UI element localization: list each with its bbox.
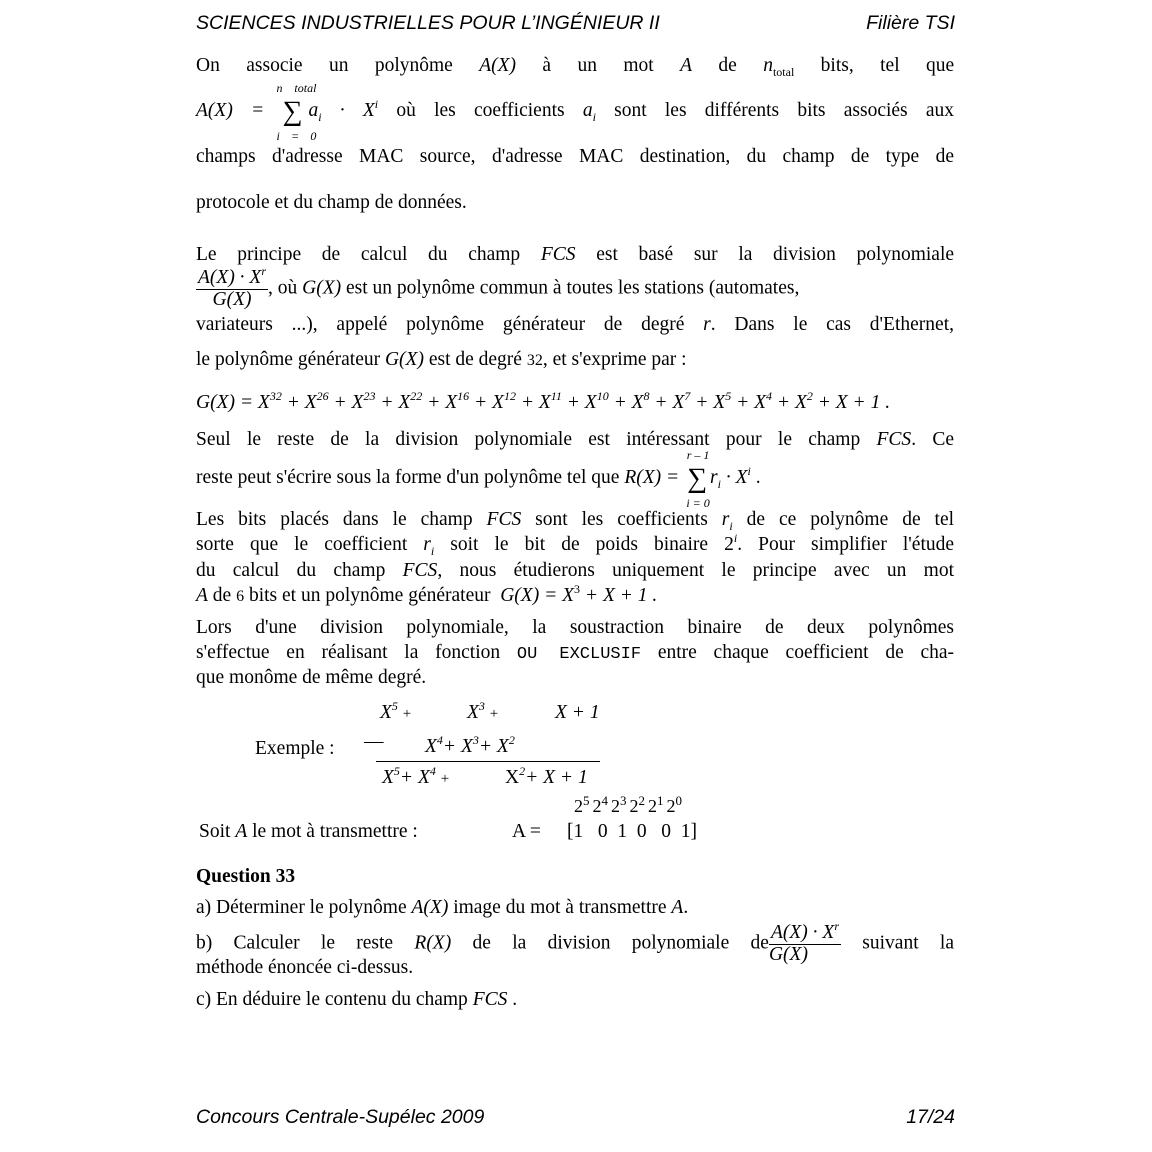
subscript: i: [318, 110, 322, 124]
subscript: i: [592, 110, 596, 124]
text: de: [212, 585, 232, 606]
superscript: 12: [503, 389, 516, 403]
sum-upper: n total: [276, 80, 317, 95]
p3-line2: [196, 447, 954, 510]
superscript: 8: [643, 389, 650, 403]
footer-exam: Concours Centrale-Supélec 2009: [196, 1106, 485, 1128]
superscript: i: [733, 531, 738, 545]
poly-term: + $X^{16}$: [422, 389, 470, 413]
exponent: 1: [657, 793, 664, 808]
superscript: 5: [391, 699, 398, 713]
math: FCS: [540, 244, 576, 265]
bit-weight: [574, 793, 590, 816]
p4-line4: [196, 584, 954, 609]
text: .: [512, 989, 518, 1010]
math: + X: [478, 736, 509, 757]
row1-a: [380, 699, 412, 724]
math: r: [710, 467, 718, 488]
row3-a: [382, 764, 450, 789]
text: où les coefficients: [396, 100, 565, 121]
row1-b: [467, 699, 499, 724]
math: X: [382, 767, 394, 788]
text: de la division polynomiale de: [472, 932, 769, 954]
math: r: [423, 534, 431, 555]
superscript: 11: [550, 389, 562, 403]
sum-lower: i = 0: [276, 128, 317, 143]
text: s'effectue en réalisant la fonction: [196, 642, 501, 663]
base: 2: [648, 796, 657, 816]
superscript: 10: [596, 389, 609, 403]
question-title: Question 33: [196, 866, 296, 887]
text: variateurs ...), appelé polynôme générateur de degré: [196, 314, 685, 335]
math: A(X) =: [196, 100, 265, 121]
poly-term: + $X^2$: [772, 389, 813, 413]
text: Le principe de calcul du champ: [196, 244, 521, 265]
superscript: 16: [457, 389, 470, 403]
row1-c: X + 1: [555, 702, 600, 723]
p5-line3: que monôme de même degré.: [196, 667, 427, 688]
p2-line3: [196, 313, 954, 337]
poly-term: + $X^{23}$: [328, 389, 376, 413]
text: de: [718, 55, 737, 76]
math: G(X): [302, 277, 342, 299]
text: de ce polynôme de tel: [746, 509, 955, 530]
math: +: [440, 771, 450, 787]
fraction: [196, 264, 268, 310]
p4-line3: [196, 559, 954, 583]
math: · X: [720, 467, 748, 488]
math: A: [235, 821, 248, 842]
text: Les bits placés dans le champ: [196, 509, 473, 530]
bit-weight: [666, 793, 683, 816]
math: R(X): [414, 932, 452, 954]
math: A: [196, 585, 208, 606]
math: G(X): [384, 349, 424, 370]
poly-term: + $X^8$: [608, 389, 650, 413]
poly-term: + $X^{12}$: [469, 389, 516, 413]
math-n-total: [763, 55, 795, 79]
bit-weights: [574, 793, 685, 817]
text: c) En déduire le contenu du champ: [196, 989, 468, 1010]
subscript: i: [717, 477, 721, 491]
text: soit le bit de poids binaire: [450, 534, 709, 555]
code-text: OU EXCLUSIF: [516, 645, 642, 664]
text: suivant la: [862, 932, 955, 954]
text: b) Calculer le reste: [196, 932, 394, 954]
text: à: [542, 55, 552, 76]
poly-term: + $X^{11}$: [515, 389, 562, 413]
math-ri: [721, 509, 733, 533]
math: A(X) · X: [770, 922, 835, 943]
row3-b: [505, 764, 588, 789]
text: , nous étudierons uniquement le principe avec un mot: [437, 560, 955, 581]
math: 6: [236, 588, 245, 605]
example-label: Exemple :: [255, 738, 335, 759]
superscript: r: [834, 919, 839, 933]
superscript: 2: [519, 764, 526, 778]
footer-page: 17/24: [906, 1106, 955, 1128]
word-line: [199, 821, 418, 843]
superscript: 32: [269, 389, 282, 403]
superscript: 2: [508, 733, 515, 747]
superscript: 5: [393, 764, 400, 778]
math: G(X) = X: [500, 585, 575, 606]
math: X: [467, 702, 479, 723]
word-bits: [1 0 1 0 0 1]: [567, 821, 697, 842]
minus-sign: —: [364, 731, 384, 752]
text: sorte que le coefficient: [196, 534, 408, 555]
text: . Pour simplifier l'étude: [737, 534, 955, 555]
text: reste peut s'écrire sous la forme d'un polynôme tel que: [196, 467, 620, 488]
base: 2: [611, 796, 620, 816]
math: FCS: [402, 560, 438, 581]
p2-line2: [196, 264, 954, 310]
math-fcs: [403, 560, 954, 581]
superscript: i: [747, 464, 751, 478]
superscript: 22: [410, 389, 423, 403]
poly-term: + $X^7$: [649, 389, 691, 413]
header-track: Filière TSI: [866, 12, 955, 34]
question-b-line2: méthode énoncée ci-dessus.: [196, 957, 414, 978]
base: 2: [629, 796, 639, 816]
math: a: [582, 100, 593, 121]
fraction-numerator: [196, 264, 268, 290]
math: G(X) =: [196, 392, 254, 413]
superscript: r: [261, 264, 267, 278]
text: est de degré: [428, 349, 522, 370]
p2-line4: [196, 348, 954, 373]
subscript: i: [430, 544, 435, 558]
math-ri: [423, 534, 435, 558]
text: bits et un polynôme générateur: [248, 585, 491, 606]
bit-weight: [611, 793, 627, 816]
text: a) Déterminer le polynôme: [196, 897, 407, 918]
superscript: 3: [478, 699, 485, 713]
math: +: [402, 706, 412, 722]
text: tel: [880, 55, 900, 76]
poly-term: + $X^{22}$: [375, 389, 423, 413]
text: un: [577, 55, 597, 76]
text: du calcul du champ: [196, 560, 386, 581]
math: r: [703, 314, 711, 335]
text: bits,: [820, 55, 854, 76]
superscript: 26: [316, 389, 329, 403]
p4-line1: [196, 508, 954, 533]
p1-line3: champs d'adresse MAC source, d'adresse MAC destination, du champ de type de: [196, 146, 954, 167]
exponent: 2: [638, 793, 645, 808]
question-a: [196, 896, 954, 920]
math: A: [671, 897, 684, 918]
math: a: [308, 100, 319, 121]
base: 2: [592, 796, 602, 816]
base: 2: [666, 796, 676, 816]
poly-term: + $X^{26}$: [281, 389, 329, 413]
p1-line2: [196, 80, 955, 143]
math: + X: [399, 767, 430, 788]
p1-line1: [196, 54, 954, 79]
superscript: i: [374, 97, 379, 111]
math: X: [380, 702, 392, 723]
sum-lower: i = 0: [686, 495, 710, 510]
text: que: [926, 55, 955, 76]
math-ai: [582, 100, 596, 124]
text: est basé sur la division polynomiale: [596, 244, 955, 265]
superscript: 23: [363, 389, 376, 403]
exponent: 4: [601, 793, 608, 808]
poly-term: + $X^{10}$: [561, 389, 609, 413]
poly-term: $X^{32}$: [257, 389, 282, 413]
math: X: [425, 736, 437, 757]
bit-weight: [648, 793, 664, 816]
question-c: [196, 988, 954, 1012]
word-equals: A =: [512, 821, 541, 842]
math: · X: [321, 100, 375, 121]
text: . Dans le cas d'Ethernet,: [710, 314, 954, 335]
subscript: i: [729, 519, 733, 533]
text: , où: [268, 277, 298, 299]
p5-line2: [196, 641, 954, 667]
text: image du mot à transmettre: [453, 897, 667, 918]
text: mot: [623, 55, 654, 76]
text: entre chaque coefficient de cha-: [657, 642, 955, 663]
math: + X + 1: [525, 767, 588, 788]
text: sont les différents bits associés aux: [614, 100, 955, 121]
math: A(X): [411, 897, 449, 918]
sigma-symbol: ∑ n total i = 0: [276, 80, 317, 143]
math: R(X) =: [624, 467, 680, 488]
math: A(X) · X: [198, 267, 262, 288]
text: .: [755, 467, 761, 488]
math: + X: [442, 736, 473, 757]
math: n: [763, 55, 773, 76]
math: A(X): [479, 55, 517, 76]
superscript: 4: [429, 764, 436, 778]
math: 2: [724, 534, 734, 555]
generator-polynomial: [196, 391, 954, 416]
math: r: [721, 509, 730, 530]
fraction-denominator: G(X): [768, 944, 808, 965]
math: FCS: [486, 509, 522, 530]
division-line: [376, 761, 600, 762]
superscript: 4: [436, 733, 443, 747]
math-2i: [724, 531, 955, 555]
header-title: SCIENCES INDUSTRIELLES POUR L’INGÉNIEUR II: [196, 12, 660, 34]
text: On: [196, 55, 220, 76]
math: FCS: [876, 429, 912, 450]
text: le mot à transmettre :: [252, 821, 418, 842]
superscript: 3: [574, 582, 581, 596]
text: Seul le reste de la division polynomiale est intéressant pour le champ: [196, 429, 861, 450]
row2: [425, 733, 515, 758]
text: est un polynôme commun à toutes les stations (automates,: [346, 277, 800, 299]
fraction-numerator: [769, 919, 841, 945]
p1-line4: protocole et du champ de données.: [196, 192, 467, 213]
exponent: 0: [675, 793, 682, 808]
sum-formula: [196, 80, 379, 143]
poly-term: + $X^4$: [731, 389, 773, 413]
text: .: [683, 897, 689, 918]
p5-line1: Lors d'une division polynomiale, la soustraction binaire de deux polynômes: [196, 617, 954, 638]
text: Soit: [199, 821, 231, 842]
math: 32: [526, 352, 543, 369]
sum-upper: r – 1: [686, 447, 710, 462]
text: sont les coefficients: [535, 509, 708, 530]
bit-weight: [592, 793, 609, 816]
superscript: 5: [725, 389, 732, 403]
base: 2: [574, 796, 583, 816]
math: +: [489, 706, 499, 722]
superscript: 7: [684, 389, 691, 403]
fraction-denominator: G(X): [212, 289, 252, 310]
text: un: [328, 55, 349, 76]
math: + X + 1 .: [584, 585, 658, 606]
text: associe: [246, 55, 303, 76]
sigma-symbol: ∑ r – 1 i = 0: [684, 467, 710, 491]
exponent: 3: [620, 793, 627, 808]
text: le polynôme générateur: [196, 349, 381, 370]
superscript: 2: [806, 389, 813, 403]
math: A: [680, 55, 693, 76]
text: polynôme: [374, 55, 453, 76]
bit-weight: [629, 793, 646, 816]
text: , et s'exprime par :: [542, 349, 687, 370]
superscript: 4: [766, 389, 773, 403]
math: FCS: [472, 989, 508, 1010]
text: . Ce: [911, 429, 954, 450]
poly-tail: + X + 1 .: [817, 392, 891, 413]
exponent: 5: [583, 793, 590, 808]
p2-line1: [196, 243, 954, 267]
poly-term: + $X^5$: [690, 389, 732, 413]
p3-line1: [196, 428, 954, 452]
math: X: [505, 767, 520, 788]
superscript: 3: [472, 733, 479, 747]
subscript: total: [772, 65, 795, 79]
p4-line2: [196, 533, 954, 558]
